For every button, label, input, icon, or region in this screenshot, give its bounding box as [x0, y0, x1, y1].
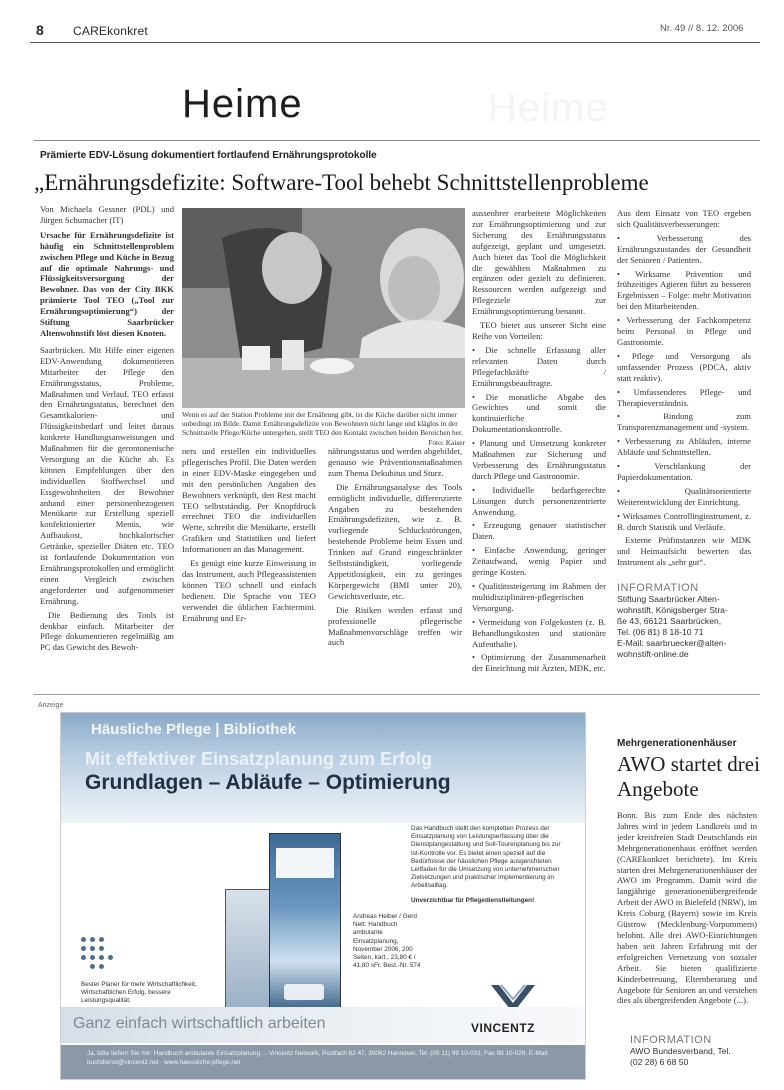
- article-photo: [182, 208, 465, 408]
- photo-caption-text: Wenn es auf der Station Probleme mit der Ernährung gibt, ist die Küche darüber nicht immer unbedingt im Bilde. Damit Ernährungsdefizite von Bewohnern nicht lange und kläglos in der Schnittstelle Pflege/Küche untergehen, stellt TEO den Kontakt zwischen beiden Bereichen her.: [182, 410, 463, 438]
- article-column-3: [328, 446, 462, 682]
- side-info-line: AWO Bundesverband, Tel.: [630, 1046, 731, 1056]
- bullet: • Individuelle bedarfsgerechte Lösungen durch personenzentrierte Anwendung.: [472, 484, 606, 517]
- book-cover: [269, 833, 341, 1017]
- bullet: • Verbesserung des Ernährungszustandes der Gesundheit der Senioren / Patienten.: [617, 232, 751, 265]
- article-lead: Ursache für Ernährungsdefizite ist häufig ein Schnittstellenproblem zwischen Pflege und Küche in Bezug auf die optimale Nahrungs- und Flüssigkeitsversorgung der Bewohner. Das von der City BKK prämierte Tool TEO („Tool zur Ernährungsoptimierung“) der Stiftung Saarbrücker Altenwohnstift löst diesen Knoten.: [40, 229, 174, 338]
- bullet: • Umfassenderes Pflege- und Therapieverständnis.: [617, 386, 751, 408]
- photo-credit: Foto: Kaiser: [428, 437, 465, 447]
- paragraph: ners und erstellen ein individuelles pflegerisches Profil. Die Daten werden in einer EDV-Maske eingegeben und mit den persönlichen Angaben des Bewohners verknüpft, den Rest macht TEO selbstständig. Per Knopfdruck errechnet TEO die individuellen Werte, schreibt die Menükarte, erstellt Grafiken und Statistiken und liefert Informationen an das Management.: [182, 446, 316, 555]
- article-column-4: [472, 208, 606, 682]
- side-article-body: [617, 810, 757, 1028]
- ad-headline: Grundlagen – Abläufe – Optimierung: [85, 771, 451, 794]
- department-rule: [34, 140, 760, 141]
- bullet: • Einfache Anwendung, geringer Zeitaufwand, wenig Papier und geringe Kosten.: [472, 545, 606, 578]
- side-info-box: [630, 1034, 760, 1068]
- info-line: Stiftung Saarbrücker Alten-: [617, 594, 720, 604]
- department-title-ghost: Heime: [488, 86, 609, 130]
- article-kicker: Prämierte EDV-Lösung dokumentiert fortlaufend Ernährungsprotokolle: [40, 150, 377, 161]
- bullet: • Pflege und Versorgung als umfassender Prozess (PDCA, aktiv statt reaktiv).: [617, 350, 751, 383]
- byline: Von Michaela Gessner (PDL) und Jürgen Schumacher (IT): [40, 204, 174, 225]
- paragraph: Die Ernährungsanalyse des Tools ermöglicht individuelle, differenzierte Angaben zu bestehenden Ernährungsdefiziten, wie z. B. vorliegende Schluckstörungen, bestehende Probleme beim Essen und Trinken auf Grund eingeschränkter Selbstständigkeit, vorliegende Appetitlosigkeit, ein zu geringes Körpergewicht (BMI unter 20), Gewichtsverluste, etc.: [328, 481, 462, 601]
- ad-audience: Unverzichtbar für Pflegedienstleitungen!: [411, 896, 535, 904]
- article-bottom-rule: [34, 694, 760, 695]
- paragraph: Die Bedienung des Tools ist denkbar einfach. Mitarbeiter der Pflege dokumentieren regelmäßig am PC das Gewicht des Bewoh-: [40, 609, 174, 653]
- department-title: Heime: [182, 82, 303, 126]
- article-headline: „Ernährungsdefizite: Software-Tool behebt Schnittstellenprobleme: [34, 170, 649, 195]
- paragraph: aussenhrer erarbeitete Möglichkeiten zur Ernährungsoptimierung und zur Sicherung des Ernährungsstatus aufgezeigt, geplant und umgesetzt. Auch bietet das Tool die Möglichkeit die gewählten Maßnahmen zu ergänzen oder gezielt zu definieren. Ressourcen werden aufgezeigt und Pflegeziele zur Ernährungsoptimierung benannt.: [472, 208, 606, 317]
- photo-illustration: [182, 208, 465, 408]
- page-number: 8: [36, 22, 44, 38]
- paragraph: TEO bietet aus unserer Sicht eine Reihe von Vorteilen:: [472, 320, 606, 341]
- paragraph: Bonn. Bis zum Ende des nächsten Jahres wird in jedem Landkreis und in jeder kreisfreien Stadt Deutschlands ein Mehrgenerationenhaus eröffnet werden (CAREkonkret berichtete). Im Kreis starten drei Mehrgenerationenhäuser der AWO im Programm. Damit wird die langjährige generationenübergreifende Arbeit der AWO in Bielefeld (NRW), im Kreis Coburg (Bayern) sowie im Kreis Güstrow (Mecklenburg-Vorpommern) belohnt. Alle drei AWO-Einrichtungen haben seit Jahren Erfahrung mit der erfolgreichen Vernetzung von sozialer Arbeit. Sie bieten qualifizierte Kinderbetreuung, Elternberatung und Angebote für Senioren an und verstehen dies als übergreifenden Angebote (...).: [617, 810, 757, 1006]
- ad-dot-logo: [81, 937, 121, 977]
- photo-caption: [182, 410, 465, 447]
- ad-book-details: Andreas Heiber / Gerd Nett: Handbuch ambulante Einsatzplanung, November 2006, 200 Seiten, kart., 23,80 € / 41,80 sFr. Best.-Nr. 574: [353, 913, 421, 970]
- bullet: • Erzeugung genauer statistischer Daten.: [472, 520, 606, 542]
- article-column-2: [182, 446, 316, 682]
- paragraph: Die Risiken werden erfasst und professionelle pflegerische Maßnahmenvorschläge treffen wir auch: [328, 604, 462, 648]
- info-line: wohnstift, Königsberger Stra-: [617, 605, 728, 615]
- paragraph: Aus dem Einsatz von TEO ergeben sich Qualitätsverbesserungen:: [617, 208, 751, 229]
- ad-left-text: Bester Planer für mehr Wirtschaftlichkeit, Wirtschaftlichen Erfolg, bessere Leistungsqualität.: [81, 981, 197, 1005]
- paragraph: Externe Prüfinstanzen wie MDK und Heimaufsicht bewerten das Instrument als „sehr gut“.: [617, 535, 751, 568]
- paragraph: nährungsstatus und werden abgebildet, genauso wie Präventionsmaßnahmen zum Thema Dekubitus und Sturz.: [328, 446, 462, 478]
- bullet: • Qualitätsorientierte Weiterentwicklung der Einrichtung.: [617, 485, 751, 507]
- ad-description-text: Das Handbuch stellt den kompletten Prozess der Einsatzplanung von Leistungserfassung über die Dienstplangestaltung und Soll-Tourenplanung bis zur Ist-Kontrolle vor. Es bietet einen speziell auf die Bedürfnisse der häuslichen Pflege ausgerichteten Leitfaden für die Umsetzung von unternehmerischen Zielsetzungen und praktischer Implementierung im Arbeitsalltag.: [411, 825, 561, 890]
- bullet: • Verschlankung der Papierdokumentation.: [617, 461, 751, 482]
- bullet: • Verbesserung der Fachkompetenz beim Personal in Pflege und Gastronomie.: [617, 315, 751, 347]
- ad-description: [411, 825, 561, 905]
- bullet: • Bindung zum Transparenzmanagement und -system.: [617, 411, 751, 433]
- bullet: • Verbesserung zu Abläufen, interne Abläufe und Schnittstellen.: [617, 436, 751, 458]
- info-email: wohnstift-online.de: [617, 649, 689, 659]
- bullet: • Wirksame Prävention und frühzeitiges Agieren führt zu besseren Ergebnissen – Folge: mehr Motivation bei den Mitarbeitenden.: [617, 268, 751, 312]
- bullet: • Planung und Umsetzung konkreter Maßnahmen zur Sicherung und Verbesserung des Ernährungsstatus durch Pflege und Gastronomie.: [472, 438, 606, 481]
- paragraph: Es genügt eine kurze Einweisung in das Instrument, auch Pflegeassistenten können TEO schnell und einfach bedienen. Die Sprache von TEO verwendet die üblichen Fachtermini. Ernährung und Er-: [182, 558, 316, 623]
- bullet: • Wirksames Controllinginstrument, z. B. durch Statistik und Verläufe.: [617, 510, 751, 532]
- bullet: • Qualitätssteigerung im Rahmen der multidisziplinären-pflegerischen Versorgung.: [472, 581, 606, 613]
- side-info-line: (02 28) 6 68 50: [630, 1057, 689, 1067]
- info-line: Tel. (06 81) 8 18-10 71: [617, 627, 704, 637]
- paragraph: Saarbrücken. Mit Hilfe einer eigenen EDV-Anwendung dokumentieren Mitarbeiter der Pflege den Ernährungsstatus, Probleme, Maßnahmen und Verlauf. TEO erfasst den Ernährungsstatus, berechnet den Gesamtkalorien- und Flüssigkeitsbedarf und leitet daraus konkrete Handlungsanweisungen und Maßnahmen für die gerontonenische Versorgung an die Küche ab. Es können Empfehlungen über den individuellen Stoffwechsel und Essgewohnheiten der Bewohner anhand einer personenbezogenen Menükarte zur Erstellung speziell konfektionierter Menüs, wie Aufbaukost, hochkalorischer Getränke, spezieller Diäten etc. TEO ist fortlaufende Dokumentation von Ernährungsprotokollen und ermöglicht einen Vergleich zwischen angeforderter und aufgenommener Ernährung.: [40, 344, 174, 606]
- side-article-headline: AWO startet drei Angebote: [617, 752, 760, 801]
- ad-brand: VINCENTZ: [471, 1021, 535, 1035]
- section-name: CAREkonkret: [73, 24, 148, 38]
- advertisement[interactable]: [60, 712, 586, 1080]
- bullet: • Die monatliche Abgabe des Gewichtes und somit die kontinuierliche Dokumentationskontrolle.: [472, 391, 606, 435]
- bullet: • Die schnelle Erfassung aller relevanten Daten durch Pflegefachkräfte / Ernährungsbeauftragte.: [472, 344, 606, 388]
- info-line: ße 43, 66121 Saarbrücken,: [617, 616, 722, 626]
- ad-tagline: Mit effektiver Einsatzplanung zum Erfolg: [85, 749, 433, 769]
- side-info-heading: INFORMATION: [630, 1034, 712, 1046]
- ad-label: Anzeige: [38, 702, 64, 709]
- bullet: • Vermeidung von Folgekosten (z. B. Behandlungskosten und stationäre Aufenthalte).: [472, 616, 606, 649]
- bullet: • Optimierung der Zusammenarbeit der Einrichtung mit Ärzten, MDK, etc.: [472, 652, 606, 674]
- ad-series: Häusliche Pflege | Bibliothek: [91, 721, 297, 738]
- issue-date: Nr. 49 // 8. 12. 2006: [660, 23, 744, 34]
- header-rule: [30, 42, 760, 43]
- info-box: [617, 582, 757, 660]
- ad-slogan: Ganz einfach wirtschaftlich arbeiten: [73, 1015, 326, 1032]
- info-email: E-Mail: saarbruecker@alten-: [617, 638, 727, 648]
- article-column-5: [617, 208, 751, 578]
- info-heading: INFORMATION: [617, 582, 699, 594]
- side-article-kicker: Mehrgenerationenhäuser: [617, 738, 737, 749]
- ad-order-footer: Ja, bitte liefern Sie mir: Handbuch ambulante Einsatzplanung ... Vincentz Network, Postfach 62 47, 30062 Hannover, Tel. (05 11) 99 10-033, Fax 99 10-029, E-Mail: buchdienst@vincentz.net · www.haeusliche-pflege.net: [61, 1045, 586, 1080]
- article-column-1: [40, 204, 174, 682]
